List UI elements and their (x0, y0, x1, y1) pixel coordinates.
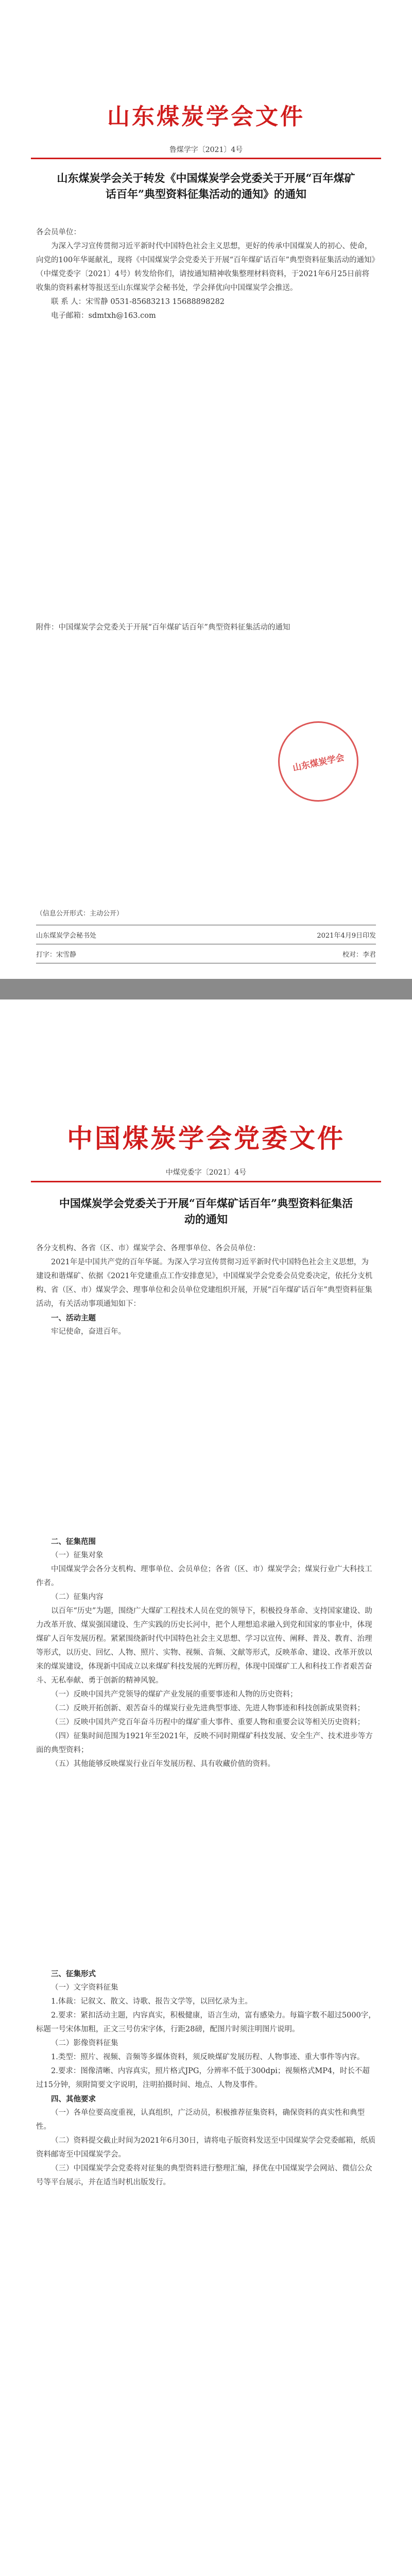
section-2-2-title: （二）征集内容 (51, 1593, 104, 1601)
section-3-2-text-2: 2.要求：图像清晰、内容真实，照片格式JPG，分辨率不低于300dpi；视频格式MP4，时长不超过15分钟，须附简要文字说明，注明拍摄时间、地点、人物及事件。 (36, 2067, 370, 2089)
section-4-text-2: （二）资料提交截止时间为2021年6月30日，请将电子版资料发送至中国煤炭学会党委邮箱，纸质资料邮寄至中国煤炭学会。 (36, 2137, 376, 2159)
footer-issue-row (36, 930, 376, 940)
section-1-text: 牢记使命，奋进百年。 (51, 1328, 126, 1336)
section-1-title: 一、活动主题 (51, 1314, 96, 1323)
document-header: 中国煤炭学会党委文件 (67, 1123, 345, 1154)
body-paragraph: 为深入学习宣传贯彻习近平新时代中国特色社会主义思想，更好的传承中国煤炭人的初心、使命，向党的100年华诞献礼，现将《中国煤炭学会党委关于开展“百年煤矿话百年”典型资料征集活动的通知》（中煤党委字〔2021〕4号）转发给你们，请按通知精神收集整理材料资料，于2021年6月25日前将收集的资料素材等报送至山东煤炭学会秘书处，学会择优向中国煤炭学会推送。 (36, 242, 375, 292)
typist: 打字：宋雪静 (36, 951, 77, 959)
section-2-2-item-b: （二）反映开拓创新、艰苦奋斗的煤炭行业先进典型事迹、先进人物事迹和科技创新成果资料； (51, 1704, 365, 1713)
salutation: 各分支机构、各省（区、市）煤炭学会、各理事单位、各会员单位： (36, 1244, 260, 1252)
proofreader: 校对：李君 (342, 951, 376, 959)
footer-org: 山东煤炭学会秘书处 (36, 932, 97, 940)
section-3-1-text-2: 2.要求：紧扣活动主题，内容真实，积极健康，语言生动，富有感染力。每篇字数不超过5000字，标题一号宋体加粗，正文三号仿宋字体，行距28磅，配图片时须注明图片说明。 (36, 2011, 376, 2033)
document-title: 中国煤炭学会党委关于开展“百年煤矿话百年”典型资料征集活动的通知 (59, 1197, 353, 1226)
section-2-2-item-a: （一）反映中国共产党领导的煤矿产业发展的重要事迹和人物的历史资料； (51, 1690, 298, 1699)
section-4-title: 四、其他要求 (51, 2095, 96, 2104)
document-number: 中煤党委字〔2021〕4号 (165, 1168, 247, 1177)
document-title: 山东煤炭学会关于转发《中国煤炭学会党委关于开展“百年煤矿话百年”典型资料征集活动的通知》的通知 (57, 172, 355, 200)
section-3-title: 三、征集形式 (51, 1970, 96, 1978)
section-2-title: 二、征集范围 (51, 1537, 96, 1546)
document-number: 鲁煤学字〔2021〕4号 (169, 146, 243, 154)
section-2-2-item-d: （四）征集时间范围为1921年至2021年，反映不同时期煤矿科技发展、安全生产、技术进步等方面的典型资料； (36, 1732, 373, 1754)
section-2-2-item-e: （五）其他能够反映煤炭行业百年发展历程、具有收藏价值的资料。 (51, 1760, 275, 1768)
section-2-1-title: （一）征集对象 (51, 1551, 104, 1560)
header-divider (31, 158, 381, 159)
email-line: 电子邮箱：sdmtxh@163.com (51, 312, 156, 320)
section-3-1-title: （一）文字资料征集 (51, 1984, 118, 1992)
section-3-2-text: 1.类型：照片、视频、音频等多媒体资料，须反映煤矿发展历程、人物事迹、重大事件等内容。 (51, 2053, 365, 2061)
section-2-2-text: 以百年“历史”为题，围绕广大煤矿工程技术人员在党的领导下，积极投身革命、支持国家建设、助力改革开放、煤炭强国建设、生产实践的历史长河中，把个人理想追求融入到党和国家的事业中，体现煤矿人百年发展历程。紧紧围绕新时代中国特色社会主义思想、学习以宣传、阐释、普及、教育、治理等形式，以历史、回忆、人物、照片、实物、视频、音频、文献等形式，反映革命、建设、改革开放以来的煤炭建设，体现新中国成立以来煤矿科技发展的光辉历程，体现中国煤矿工人和科技工作者艰苦奋斗、无私奉献、勇于创新的精神风貌。 (36, 1607, 372, 1685)
section-3-1-text: 1.体裁：记叙文、散文、诗歌、报告文学等，以回忆录为主。 (51, 1997, 252, 2006)
footer-staff-row (36, 949, 376, 959)
official-seal (270, 714, 366, 809)
section-4-text: （一）各单位要高度重视，认真组织，广泛动员，积极推荐征集资料，确保资料的真实性和典型性。 (36, 2109, 365, 2131)
section-2-1-text: 中国煤炭学会各分支机构、理事单位、会员单位；各省（区、市）煤炭学会；煤炭行业广大科技工作者。 (36, 1565, 372, 1587)
section-4-text-3: （三）中国煤炭学会党委将对征集的典型资料进行整理汇编，择优在中国煤炭学会网站、微信公众号等平台展示，并在适当时机出版发行。 (36, 2164, 372, 2187)
document-body (36, 1242, 376, 2190)
seal-text: 山东煤炭学会 (291, 752, 346, 773)
section-2-2-item-c: （三）反映中国共产党百年奋斗历程中的煤矿重大事件、重要人物和重要会议等相关历史资料； (51, 1718, 365, 1726)
section-3-2-title: （二）影像资料征集 (51, 2039, 118, 2047)
salutation: 各会员单位： (36, 228, 81, 236)
attachment-note: 附件：中国煤炭学会党委关于开展“百年煤矿话百年”典型资料征集活动的通知 (36, 623, 290, 632)
intro-paragraph: 2021年是中国共产党的百年华诞。为深入学习宣传贯彻习近平新时代中国特色社会主义思想，为建设和谐煤矿、依据《2021年党建重点工作安排意见》，中国煤炭学会党委会员党委决定，依托分支机构、省（区、市）煤炭学会、理事单位和会员单位党建组织开展，开展“百年煤矿话百年”典型资料征集活动，有关活动事项通知如下： (36, 1258, 373, 1308)
header-divider (31, 1181, 381, 1182)
document-page-1 (0, 0, 412, 979)
document-header: 山东煤炭学会文件 (107, 104, 305, 130)
contact-line: 联 系 人：宋雪静 0531-85683213 15688898282 (51, 298, 225, 306)
document-body (36, 226, 376, 323)
document-page-2 (0, 999, 412, 2576)
footer-date: 2021年4月9日印发 (317, 932, 376, 940)
disclosure-form: （信息公开形式：主动公开） (36, 910, 124, 918)
